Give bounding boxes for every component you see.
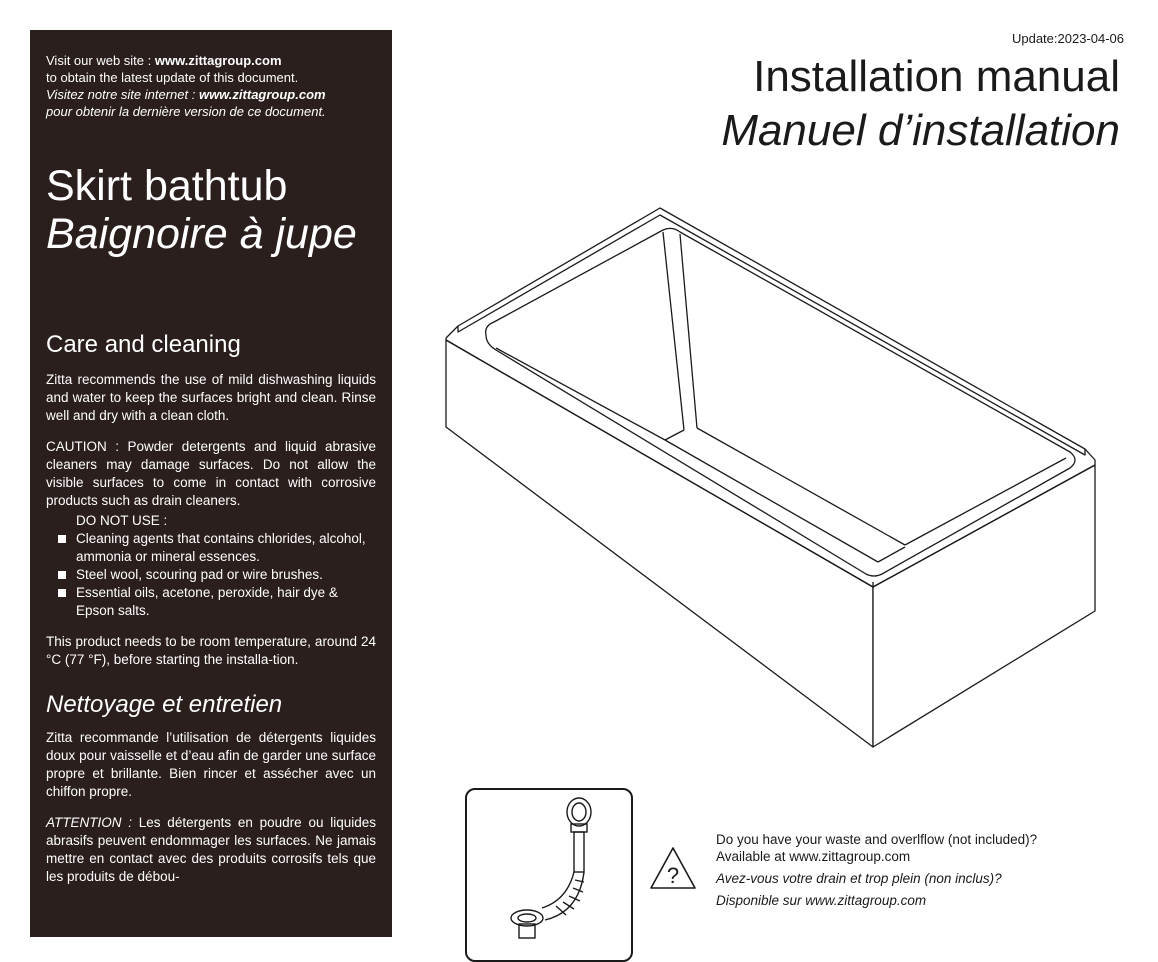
update-date: Update:2023-04-06 <box>1011 31 1124 46</box>
list-item-text: Steel wool, scouring pad or wire brushes. <box>76 567 323 582</box>
caution-paragraph: CAUTION : Powder detergents and liquid abrasive cleaners may damage surfaces. Do not allow the visible surfaces to come in contact with corrosive products such as drain cleaners. <box>46 439 376 508</box>
do-not-use-list <box>46 530 376 620</box>
caution-paragraph-fr <box>46 814 376 886</box>
website-suffix-en: to obtain the latest update of this document. <box>46 70 299 85</box>
product-title-fr: Baignoire à jupe <box>46 210 357 258</box>
care-heading: Care and cleaning <box>46 331 241 358</box>
temperature-paragraph: This product needs to be room temperature, around 24 °C (77 °F), before starting the installa-tion. <box>46 634 376 667</box>
product-title-en: Skirt bathtub <box>46 162 288 210</box>
care-heading-fr: Nettoyage et entretien <box>46 691 283 718</box>
list-item <box>46 584 376 620</box>
list-item-text: Essential oils, acetone, peroxide, hair dye & Epson salts. <box>76 585 338 618</box>
website-suffix-fr: pour obtenir la dernière version de ce document. <box>46 104 326 119</box>
manual-title-fr: Manuel d’installation <box>721 106 1120 155</box>
website-prefix-fr: Visitez notre site internet : <box>46 87 199 102</box>
website-notice <box>46 52 376 120</box>
list-item <box>46 566 376 584</box>
manual-title-en: Installation manual <box>753 52 1120 101</box>
sidebar-panel <box>30 30 392 937</box>
waste-available-en[interactable]: Available at www.zittagroup.com <box>716 849 911 864</box>
waste-question-fr: Avez-vous votre drain et trop plein (non inclus)? <box>716 871 1002 886</box>
attention-label: ATTENTION : <box>46 815 133 830</box>
waste-question-en: Do you have your waste and overlflow (not included)? <box>716 832 1038 847</box>
attention-text: Les détergents en poudre ou liquides abrasifs peuvent endommager les surfaces. Ne jamais mettre en contact avec des produits corrosifs tels que les produits de débou- <box>46 815 376 884</box>
website-link-fr[interactable]: www.zittagroup.com <box>198 87 326 102</box>
warning-icon <box>648 845 698 891</box>
question-mark-glyph: ? <box>666 863 680 888</box>
website-prefix-en: Visit our web site : <box>46 53 155 68</box>
sidebar-content <box>46 52 376 899</box>
waste-overflow-notice <box>716 831 1037 909</box>
drain-overflow-box <box>465 788 633 962</box>
care-paragraph-1: Zitta recommends the use of mild dishwashing liquids and water to keep the surfaces bright and clean. Rinse well and dry with a clean cloth. <box>46 372 376 423</box>
do-not-use-label: DO NOT USE : <box>76 513 168 528</box>
care-paragraph-fr-1: Zitta recommande l’utilisation de détergents liquides doux pour vaisselle et d’eau afin de garder une surface propre et brillante. Bien rincer et assécher avec un chiffon propre. <box>46 730 376 799</box>
drain-overflow-icon <box>467 790 631 940</box>
bullet-icon <box>58 535 66 543</box>
bullet-icon <box>58 589 66 597</box>
list-item <box>46 530 376 566</box>
list-item-text: Cleaning agents that contains chlorides, alcohol, ammonia or mineral essences. <box>76 531 366 564</box>
bullet-icon <box>58 571 66 579</box>
waste-available-fr[interactable]: Disponible sur www.zittagroup.com <box>716 893 927 908</box>
bathtub-illustration <box>440 205 1100 755</box>
website-link-en[interactable]: www.zittagroup.com <box>154 53 282 68</box>
